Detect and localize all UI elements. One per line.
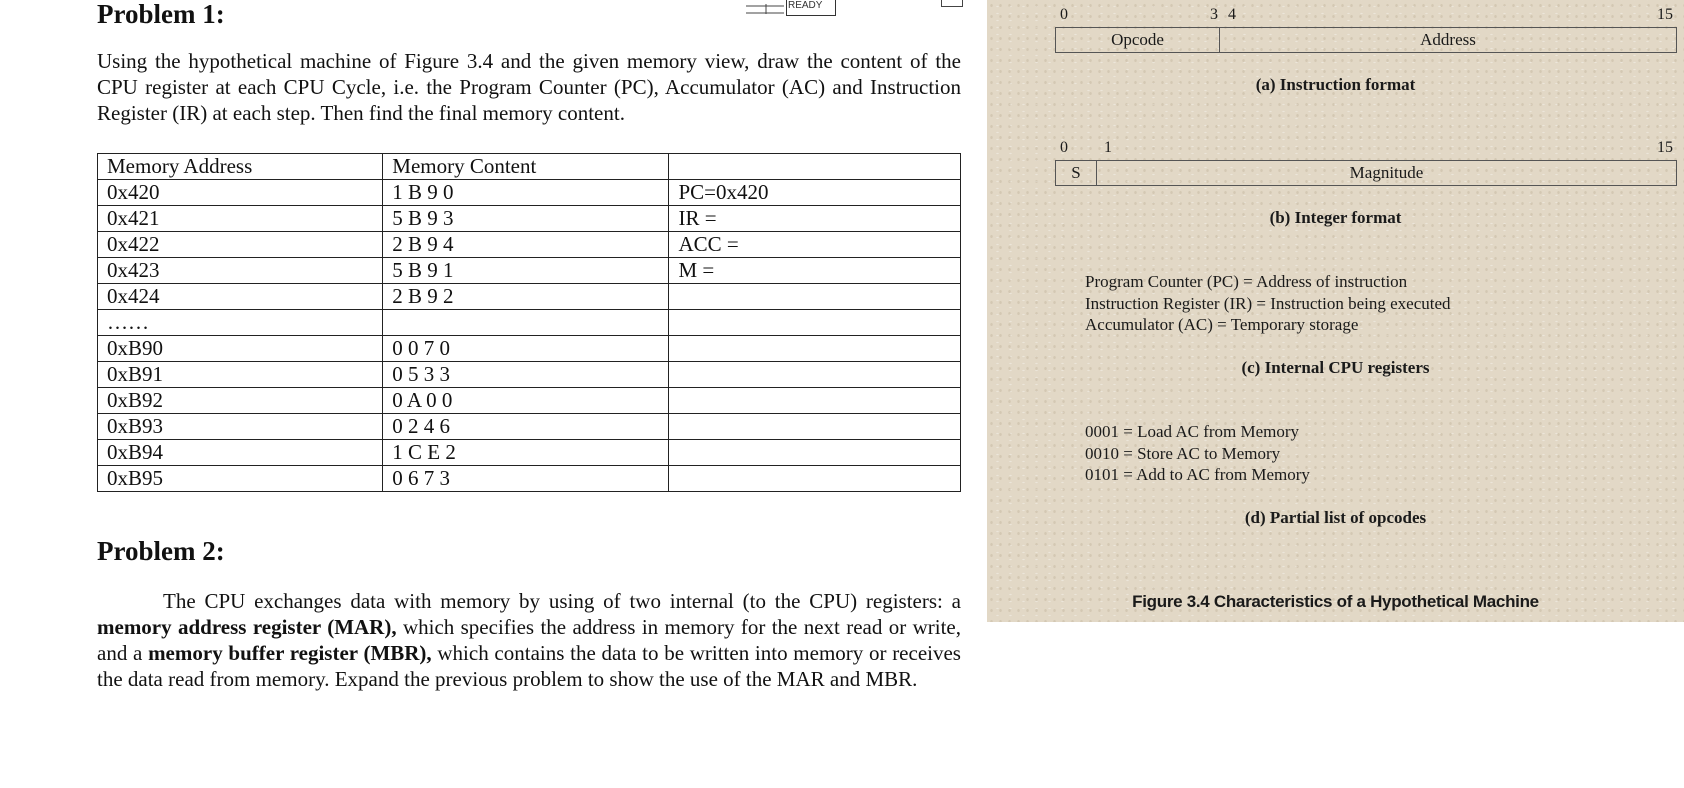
cropped-figure-fragment xyxy=(746,0,966,16)
table-cell xyxy=(669,440,961,466)
table-cell: 1 B 9 0 xyxy=(383,180,669,206)
table-row xyxy=(98,232,961,258)
problem1-paragraph: Using the hypothetical machine of Figure 3.4 and the given memory view, draw the content of the CPU register at each CPU Cycle, i.e. the Program Counter (PC), Accumulator (AC) and Instruction Register (IR) at each step. Then find the final memory content. xyxy=(97,49,961,125)
registers-list xyxy=(1085,271,1451,336)
table-row xyxy=(98,414,961,440)
table-cell: 0x421 xyxy=(98,206,383,232)
table-cell: …… xyxy=(98,310,383,336)
table-row xyxy=(98,362,961,388)
p2-mbr-term: memory buffer register (MBR), xyxy=(148,641,432,665)
table-cell: 0 6 7 3 xyxy=(383,466,669,492)
table-cell xyxy=(669,466,961,492)
p2-text-start: The CPU exchanges data with memory by using of two internal (to the CPU) registers: a xyxy=(163,589,961,613)
table-row xyxy=(98,310,961,336)
register-line: Program Counter (PC) = Address of instruction xyxy=(1085,272,1408,291)
register-line: Instruction Register (IR) = Instruction being executed xyxy=(1085,293,1451,313)
table-cell: 0 0 7 0 xyxy=(383,336,669,362)
table-cell xyxy=(383,310,669,336)
table-cell: 0x422 xyxy=(98,232,383,258)
table-cell xyxy=(669,284,961,310)
p2-text-mid: which specifies the address in memory for the next read or write, and a xyxy=(97,615,961,665)
table-cell xyxy=(669,362,961,388)
table-row xyxy=(98,180,961,206)
table-row xyxy=(98,440,961,466)
sign-field: S xyxy=(1056,161,1097,185)
table-row xyxy=(98,258,961,284)
opcode-line: 0101 = Add to AC from Memory xyxy=(1085,465,1310,484)
memory-table xyxy=(97,153,961,492)
table-cell: 0x424 xyxy=(98,284,383,310)
registers-caption: (c) Internal CPU registers xyxy=(1241,358,1430,377)
table-cell: M = xyxy=(669,258,961,284)
magnitude-field: Magnitude xyxy=(1349,163,1424,182)
integer-format-box xyxy=(1055,160,1677,186)
table-header-row xyxy=(98,154,961,180)
table-cell: 0 5 3 3 xyxy=(383,362,669,388)
integer-format-caption: (b) Integer format xyxy=(1269,208,1402,227)
table-cell: 0x420 xyxy=(98,180,383,206)
table-cell: 0xB90 xyxy=(98,336,383,362)
wire-lines xyxy=(746,4,784,14)
table-cell: 0 A 0 0 xyxy=(383,388,669,414)
table-row xyxy=(98,336,961,362)
address-field: Address xyxy=(1420,30,1476,49)
figure-caption: Figure 3.4 Characteristics of a Hypothetical Machine xyxy=(1132,592,1539,611)
instruction-format-box xyxy=(1055,27,1677,53)
instruction-format-caption: (a) Instruction format xyxy=(1255,75,1416,94)
bit-0-a: 0 xyxy=(1060,6,1068,23)
table-cell: IR = xyxy=(669,206,961,232)
table-cell: 0xB92 xyxy=(98,388,383,414)
opcode-line: 0001 = Load AC from Memory xyxy=(1085,422,1300,441)
bit-0-b: 0 xyxy=(1060,139,1068,156)
table-row xyxy=(98,388,961,414)
table-row xyxy=(98,284,961,310)
table-cell: 1 C E 2 xyxy=(383,440,669,466)
bit-15-a: 15 xyxy=(1657,6,1673,23)
table-row xyxy=(98,206,961,232)
table-cell: 0xB93 xyxy=(98,414,383,440)
table-cell: 2 B 9 4 xyxy=(383,232,669,258)
p2-text-end: which contains the data to be written into memory or receives the data read from memory. Expand the previous problem to show the use of the MAR and MBR. xyxy=(97,641,961,691)
right-fragment-box xyxy=(941,0,963,7)
table-cell: 5 B 9 1 xyxy=(383,258,669,284)
opcode-field: Opcode xyxy=(1056,28,1220,52)
table-cell: 0xB91 xyxy=(98,362,383,388)
register-line: Accumulator (AC) = Temporary storage xyxy=(1085,315,1359,334)
table-cell xyxy=(669,388,961,414)
opcodes-list xyxy=(1085,421,1310,486)
table-cell: ACC = xyxy=(669,232,961,258)
ready-label: READY xyxy=(788,0,823,11)
problem2-paragraph xyxy=(97,588,961,692)
p2-mar-term: memory address register (MAR), xyxy=(97,615,397,639)
figure-3-4 xyxy=(987,0,1684,622)
table-cell: 0xB95 xyxy=(98,466,383,492)
table-row xyxy=(98,466,961,492)
table-cell: 0xB94 xyxy=(98,440,383,466)
bit-15-b: 15 xyxy=(1657,139,1673,156)
table-header-cell: Memory Address xyxy=(98,154,383,180)
table-cell: PC=0x420 xyxy=(669,180,961,206)
opcodes-caption: (d) Partial list of opcodes xyxy=(1244,508,1427,527)
table-cell: 2 B 9 2 xyxy=(383,284,669,310)
bit-3-a: 3 xyxy=(1210,6,1218,23)
opcode-line: 0010 = Store AC to Memory xyxy=(1085,443,1281,463)
table-cell: 5 B 9 3 xyxy=(383,206,669,232)
table-cell xyxy=(669,414,961,440)
bit-1-b: 1 xyxy=(1104,139,1112,156)
table-cell: 0 2 4 6 xyxy=(383,414,669,440)
table-cell xyxy=(669,310,961,336)
bit-4-a: 4 xyxy=(1228,6,1236,23)
table-cell: 0x423 xyxy=(98,258,383,284)
table-cell xyxy=(669,336,961,362)
problem1-heading: Problem 1: xyxy=(97,0,225,29)
problem2-heading: Problem 2: xyxy=(97,536,225,566)
table-header-cell: Memory Content xyxy=(383,154,669,180)
table-header-cell xyxy=(669,154,961,180)
